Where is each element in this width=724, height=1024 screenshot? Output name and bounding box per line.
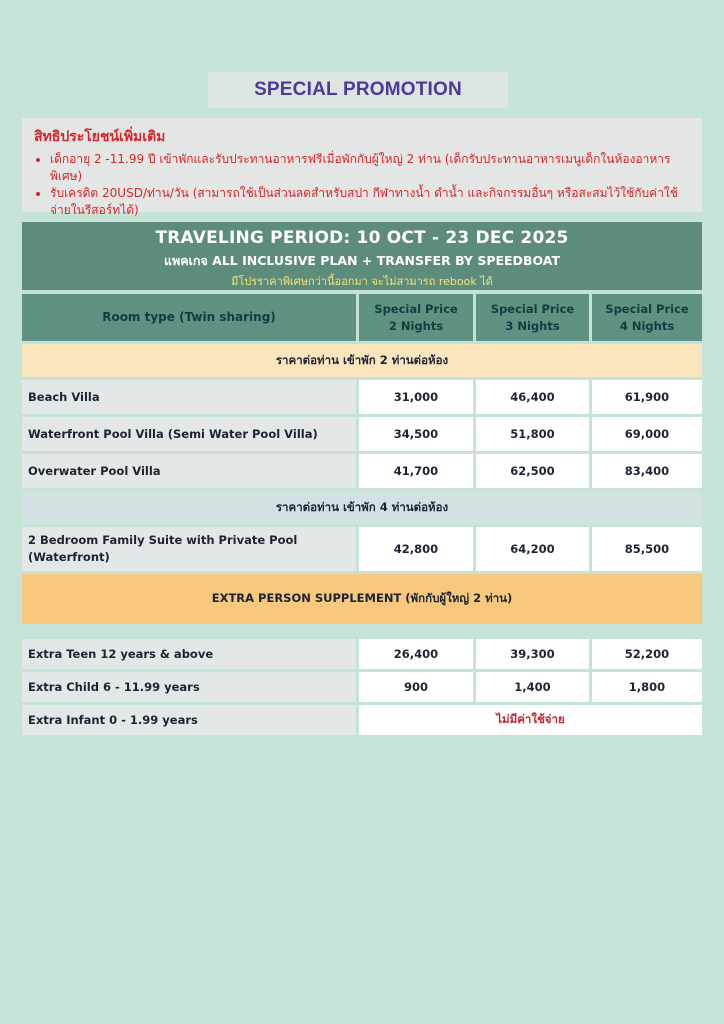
section-row (22, 344, 702, 380)
price-2-nights: 26,400 (359, 639, 476, 672)
room-name: Beach Villa (22, 380, 359, 417)
promotion-title-box (208, 72, 508, 108)
table-row (22, 417, 702, 454)
extra-person-heading: EXTRA PERSON SUPPLEMENT (พักกับผู้ใหญ่ 2 ท่าน) (22, 574, 702, 627)
price-4-nights: 85,500 (592, 527, 702, 574)
price-3-nights: 46,400 (476, 380, 592, 417)
header-2-nights: Special Price 2 Nights (359, 294, 476, 344)
traveling-period-banner (22, 222, 702, 290)
room-name: 2 Bedroom Family Suite with Private Pool (Waterfront) (22, 527, 359, 574)
price-table (22, 294, 702, 738)
extra-name: Extra Infant 0 - 1.99 years (22, 705, 359, 738)
table-row (22, 639, 702, 672)
table-row (22, 705, 702, 738)
price-3-nights: 64,200 (476, 527, 592, 574)
section-row (22, 491, 702, 527)
header-3-nights: Special Price 3 Nights (476, 294, 592, 344)
table-row (22, 527, 702, 574)
price-3-nights: 1,400 (476, 672, 592, 705)
benefit-item: • รับเครดิต 20USD/ท่าน/วัน (สามารถใช้เป็นส่วนลดสำหรับสปา กีฬาทางน้ำ ดำน้ำ และกิจกรรมอื่นๆ หรือสะสมไว้ใช้กับค่าใช้จ่ายในรีสอร์ทได้) (50, 185, 692, 219)
price-3-nights: 39,300 (476, 639, 592, 672)
price-2-nights: 41,700 (359, 454, 476, 491)
benefits-heading: สิทธิประโยชน์เพิ่มเติม (34, 129, 166, 145)
table-header-row (22, 294, 702, 344)
price-3-nights: 62,500 (476, 454, 592, 491)
price-2-nights: 34,500 (359, 417, 476, 454)
price-4-nights: 83,400 (592, 454, 702, 491)
spacer-row (22, 627, 702, 639)
price-4-nights: 61,900 (592, 380, 702, 417)
benefit-item: • เด็กอายุ 2 -11.99 ปี เข้าพักและรับประทานอาหารฟรีเมื่อพักกับผู้ใหญ่ 2 ท่าน (เด็กรับประทานอาหารเมนูเด็กในห้องอาหารพิเศษ) (50, 151, 692, 185)
package-description: แพคเกจ ALL INCLUSIVE PLAN + TRANSFER BY SPEEDBOAT (163, 253, 560, 268)
traveling-period: TRAVELING PERIOD: 10 OCT - 23 DEC 2025 (155, 228, 569, 248)
header-4-nights: Special Price 4 Nights (592, 294, 702, 344)
section-2-guests: ราคาต่อท่าน เข้าพัก 2 ท่านต่อห้อง (22, 344, 702, 380)
room-name: Waterfront Pool Villa (Semi Water Pool Villa) (22, 417, 359, 454)
price-4-nights: 1,800 (592, 672, 702, 705)
no-charge-note: ไม่มีค่าใช้จ่าย (359, 705, 702, 738)
price-2-nights: 900 (359, 672, 476, 705)
price-2-nights: 42,800 (359, 527, 476, 574)
section-4-guests: ราคาต่อท่าน เข้าพัก 4 ท่านต่อห้อง (22, 491, 702, 527)
table-row (22, 380, 702, 417)
price-2-nights: 31,000 (359, 380, 476, 417)
table-row (22, 672, 702, 705)
price-4-nights: 52,200 (592, 639, 702, 672)
rebook-note: มีโปรราคาพิเศษกว่านี้ออกมา จะไม่สามารถ rebook ได้ (231, 275, 493, 288)
table-row (22, 454, 702, 491)
benefits-list (34, 151, 692, 219)
room-name: Overwater Pool Villa (22, 454, 359, 491)
benefits-panel (22, 118, 702, 217)
extra-name: Extra Child 6 - 11.99 years (22, 672, 359, 705)
page-title: SPECIAL PROMOTION (254, 79, 462, 100)
extra-name: Extra Teen 12 years & above (22, 639, 359, 672)
price-4-nights: 69,000 (592, 417, 702, 454)
price-3-nights: 51,800 (476, 417, 592, 454)
header-room-type: Room type (Twin sharing) (22, 294, 359, 344)
extra-person-row (22, 574, 702, 627)
